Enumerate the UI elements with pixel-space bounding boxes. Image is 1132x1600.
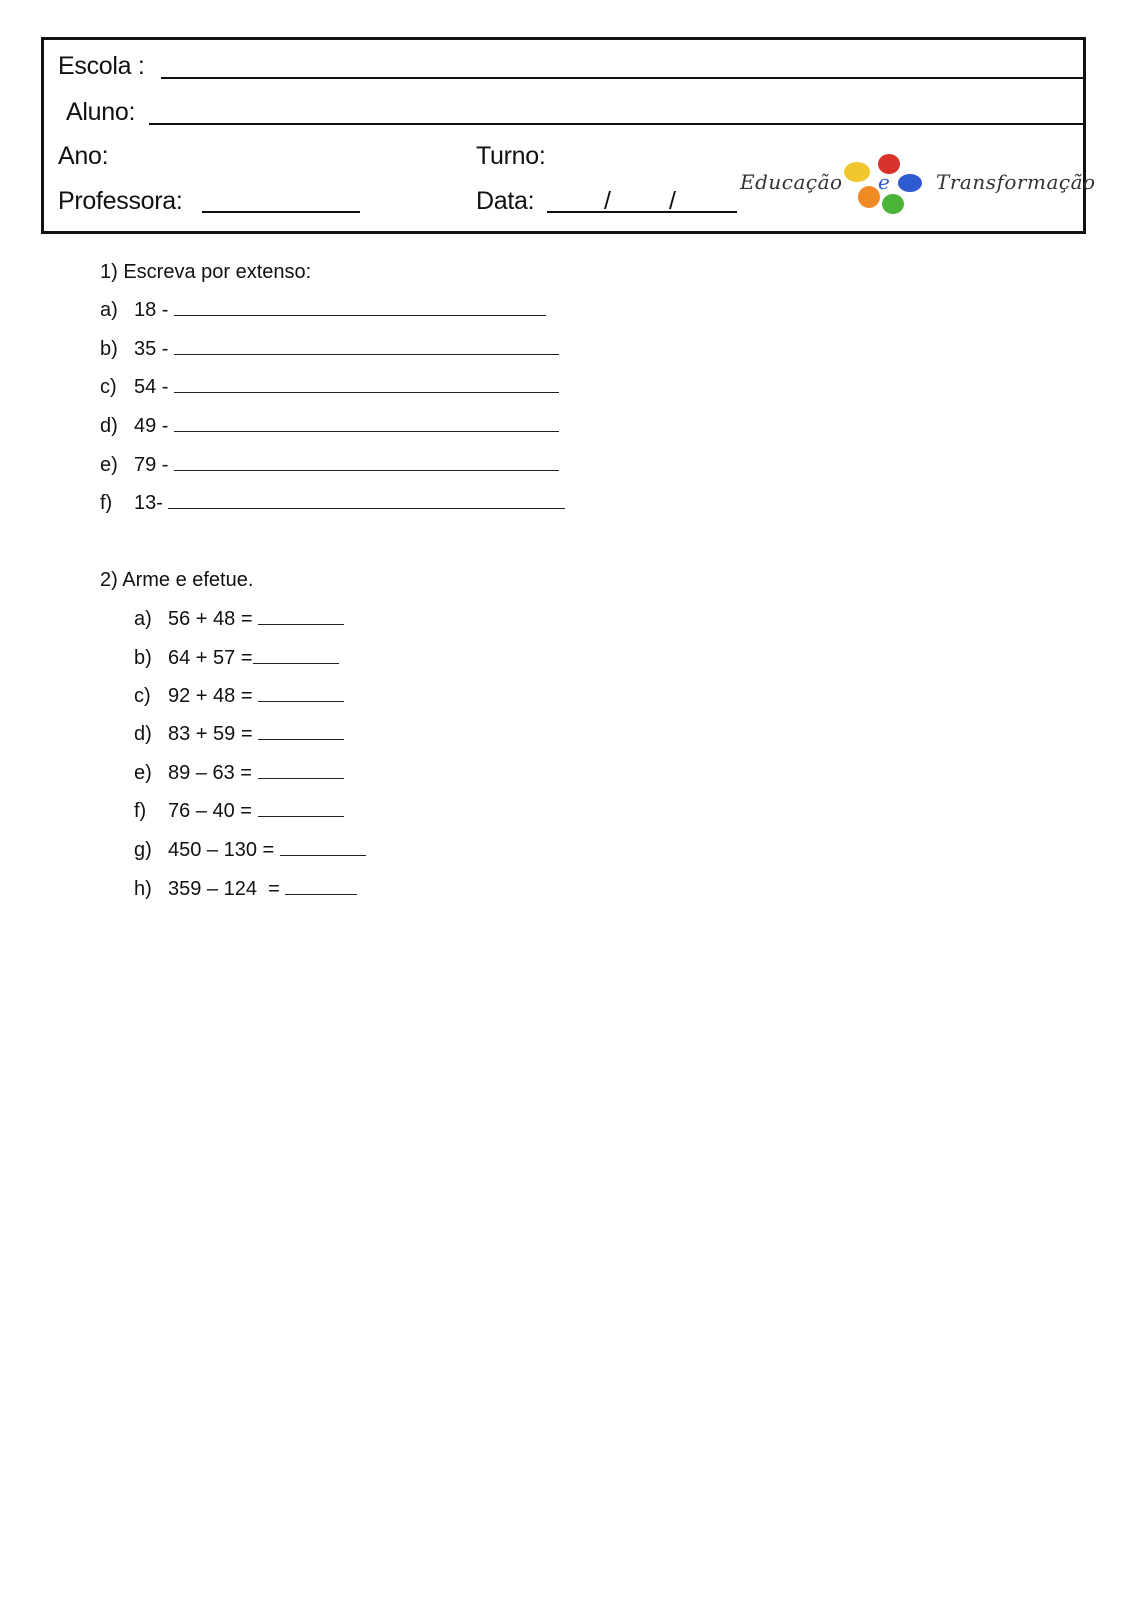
logo-text-right: Transformação <box>936 170 1096 194</box>
date-separator-2: / <box>669 187 676 215</box>
q1-item-number: 49 - <box>134 415 169 437</box>
q2-item <box>134 648 339 668</box>
q2-item-expression: 92 + 48 = <box>168 685 253 707</box>
q2-item-label: c) <box>134 685 151 707</box>
q2-item-label: g) <box>134 839 152 861</box>
q1-item <box>100 377 559 397</box>
q2-item <box>134 879 357 899</box>
hand-blue-icon <box>898 174 922 192</box>
turno-label: Turno: <box>476 142 546 170</box>
q1-item-label: f) <box>100 492 113 514</box>
hand-green-icon <box>882 194 904 214</box>
professora-field[interactable] <box>202 211 360 213</box>
q2-item-expression: 359 – 124 = <box>168 878 280 900</box>
answer-line[interactable] <box>258 815 344 817</box>
q2-item-expression: 450 – 130 = <box>168 839 275 861</box>
q2-item-label: e) <box>134 762 152 784</box>
answer-line[interactable] <box>280 854 366 856</box>
answer-line[interactable] <box>258 738 344 740</box>
q2-item <box>134 609 344 629</box>
q1-item-number: 18 - <box>134 299 169 321</box>
q2-item <box>134 686 344 706</box>
answer-line[interactable] <box>174 469 559 471</box>
q1-item <box>100 339 559 359</box>
q2-item-label: f) <box>134 800 147 822</box>
q2-item-expression: 89 – 63 = <box>168 762 252 784</box>
data-label: Data: <box>476 187 535 215</box>
answer-line[interactable] <box>168 507 565 509</box>
q2-title: 2) Arme e efetue. <box>100 569 254 591</box>
escola-field[interactable] <box>161 77 1086 79</box>
q1-item-label: b) <box>100 338 118 360</box>
answer-line[interactable] <box>258 777 344 779</box>
q2-item <box>134 840 366 860</box>
ano-label: Ano: <box>58 142 109 170</box>
answer-line[interactable] <box>258 700 344 702</box>
q1-item-number: 13- <box>134 492 163 514</box>
q2-item-expression: 64 + 57 = <box>168 647 253 669</box>
answer-line[interactable] <box>258 623 344 625</box>
date-field[interactable] <box>547 211 737 213</box>
q1-item-number: 54 - <box>134 376 169 398</box>
answer-line[interactable] <box>285 893 357 895</box>
answer-line[interactable] <box>174 314 546 316</box>
q2-item-expression: 76 – 40 = <box>168 800 252 822</box>
answer-line[interactable] <box>253 662 339 664</box>
q1-item-number: 79 - <box>134 454 169 476</box>
logo <box>740 142 1096 222</box>
aluno-field[interactable] <box>149 123 1086 125</box>
logo-text-left: Educação <box>740 170 843 194</box>
date-separator-1: / <box>604 187 611 215</box>
q1-item-label: d) <box>100 415 118 437</box>
professora-label: Professora: <box>58 187 183 215</box>
q1-item-label: c) <box>100 376 117 398</box>
q1-title: 1) Escreva por extenso: <box>100 261 312 283</box>
q1-item-label: e) <box>100 454 118 476</box>
q2-item <box>134 724 344 744</box>
answer-line[interactable] <box>174 391 559 393</box>
q2-item-expression: 56 + 48 = <box>168 608 253 630</box>
q2-item-expression: 83 + 59 = <box>168 723 253 745</box>
q1-item-label: a) <box>100 299 118 321</box>
q2-item-label: d) <box>134 723 152 745</box>
hand-yellow-icon <box>844 162 870 182</box>
escola-label: Escola : <box>58 52 145 80</box>
q2-item-label: a) <box>134 608 152 630</box>
q1-item <box>100 300 546 320</box>
q2-item-label: b) <box>134 647 152 669</box>
q1-item <box>100 455 559 475</box>
answer-line[interactable] <box>174 430 559 432</box>
q1-item <box>100 493 565 513</box>
aluno-label: Aluno: <box>66 98 136 126</box>
q2-item <box>134 763 344 783</box>
q2-item <box>134 801 344 821</box>
q1-item-number: 35 - <box>134 338 169 360</box>
answer-line[interactable] <box>174 353 559 355</box>
logo-text-mid: e <box>878 170 891 194</box>
hand-orange-icon <box>858 186 880 208</box>
q2-item-label: h) <box>134 878 152 900</box>
q1-item <box>100 416 559 436</box>
